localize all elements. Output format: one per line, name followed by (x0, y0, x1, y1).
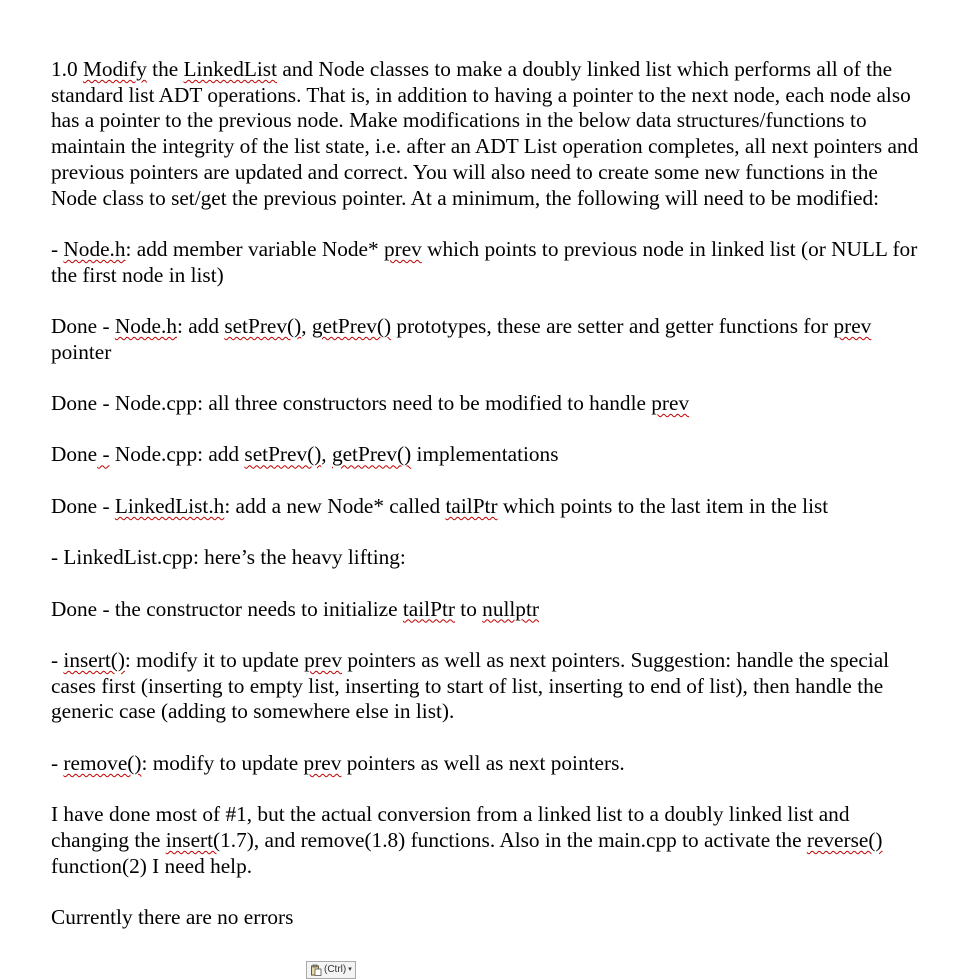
spellcheck-word: reverse() (806, 827, 883, 852)
spellcheck-word: - (97, 442, 110, 467)
paragraph-text: function(2) I need help. (51, 853, 253, 878)
paragraph-text: : add member variable Node* (125, 236, 384, 261)
spellcheck-word: tailPtr (402, 596, 455, 621)
paragraph-text: implementations (411, 442, 559, 467)
paragraph-text: prototypes, these are setter and getter functions for (391, 314, 834, 338)
paragraph-insert (51, 648, 926, 725)
spellcheck-word: Node.h (114, 314, 177, 338)
spellcheck-word: prev (383, 236, 422, 261)
paragraph-node-cpp-implementations (51, 442, 926, 468)
paragraph-text: : add (176, 314, 225, 338)
paste-options-label: (Ctrl) (324, 964, 347, 975)
paragraph-text: : add a new Node* called (224, 493, 446, 518)
paragraph-text: - (51, 648, 64, 673)
paragraph-text: : modify it to update (124, 648, 305, 673)
spellcheck-word: remove() (63, 750, 142, 775)
paragraph-text: - (51, 750, 64, 775)
spellcheck-word: Modify (82, 57, 147, 81)
paragraph-text: the (146, 57, 184, 81)
paragraph-constructor-tailptr (51, 597, 926, 623)
paragraph-text: I have done most of #1, but the actual conversion from a linked list to a doubly linked list and changing the (51, 802, 850, 852)
paragraph-node-h-prototypes (51, 314, 926, 365)
spellcheck-word: insert( (165, 827, 221, 852)
clipboard-icon (310, 964, 322, 976)
spellcheck-word: LinkedList.h (114, 493, 225, 518)
paragraph-text: 1.0 (51, 57, 83, 81)
paragraph-text: - LinkedList.cpp: here’s the heavy lifting: (51, 545, 406, 570)
paragraph-task-description (51, 57, 926, 211)
paragraph-linkedlist-h-tailptr (51, 494, 926, 520)
paragraph-text: - (51, 236, 64, 261)
paragraph-text: , (301, 314, 312, 338)
document-body[interactable] (51, 57, 926, 931)
paragraph-text: and Node classes to make a doubly linked list which performs all of the standard list ADT operations. That is, in addition to having a pointer to the next node, each node also has a pointer to the previous node. Make modifications in the below data structures/functions to maintain the integrity of the list state, i.e. after an ADT List operation completes, all next pointers and previous pointers are updated and correct. You will also need to create some new functions in the Node class to set/get the previous pointer. At a minimum, the following will need to be modified: (51, 57, 919, 210)
spellcheck-word: nullptr (482, 596, 539, 621)
paragraph-text: Done - (51, 314, 115, 338)
spellcheck-word: prev (651, 391, 690, 416)
paragraph-text: pointers as well as next pointers. (341, 750, 625, 775)
paragraph-text: Currently there are no errors (51, 905, 294, 930)
spellcheck-word: LinkedList (183, 57, 277, 81)
paragraph-text: : modify to update (141, 750, 304, 775)
paragraph-text: pointer (51, 339, 112, 364)
paragraph-text: Done - Node.cpp: all three constructors need to be modified to handle (51, 391, 652, 416)
spellcheck-word: getPrev() (331, 442, 412, 467)
paragraph-text: Done - (51, 493, 115, 518)
paragraph-text: Done - the constructor needs to initialize (51, 596, 403, 621)
spellcheck-word: setPrev() (224, 314, 302, 338)
paragraph-text: 1.7), and remove(1.8) functions. Also in the main.cpp to activate the (220, 827, 807, 852)
paste-options-button[interactable] (306, 961, 356, 979)
paragraph-node-h-prev (51, 237, 926, 288)
spellcheck-word: prev (304, 648, 342, 673)
paragraph-text: to (454, 596, 483, 621)
paragraph-text: which points to previous node in linked list (or NULL for the first node in list) (51, 236, 918, 287)
paragraph-text: Node.cpp: add (109, 442, 245, 467)
spellcheck-word: tailPtr (445, 493, 498, 518)
spellcheck-word: Node.h (63, 236, 126, 261)
dropdown-caret-icon: ▾ (348, 966, 352, 973)
paragraph-node-cpp-constructors (51, 391, 926, 417)
paragraph-status (51, 905, 926, 931)
paragraph-help-request (51, 802, 926, 879)
paragraph-text: pointers as well as next pointers. Suggestion: handle the special cases first (inserting to empty list, inserting to start of list, inserting to end of list), then handle the generic case (adding to somewhere else in list). (51, 648, 890, 724)
spellcheck-word: setPrev() (244, 442, 322, 467)
spellcheck-word: prev (833, 314, 872, 338)
paragraph-remove (51, 751, 926, 777)
paragraph-linkedlist-cpp (51, 545, 926, 571)
spellcheck-word: insert() (63, 648, 125, 673)
paragraph-text: which points to the last item in the list (497, 493, 829, 518)
spellcheck-word: getPrev() (311, 314, 392, 338)
spellcheck-word: prev (303, 750, 342, 775)
paragraph-text: Done (51, 442, 98, 467)
paragraph-text: , (321, 442, 332, 467)
